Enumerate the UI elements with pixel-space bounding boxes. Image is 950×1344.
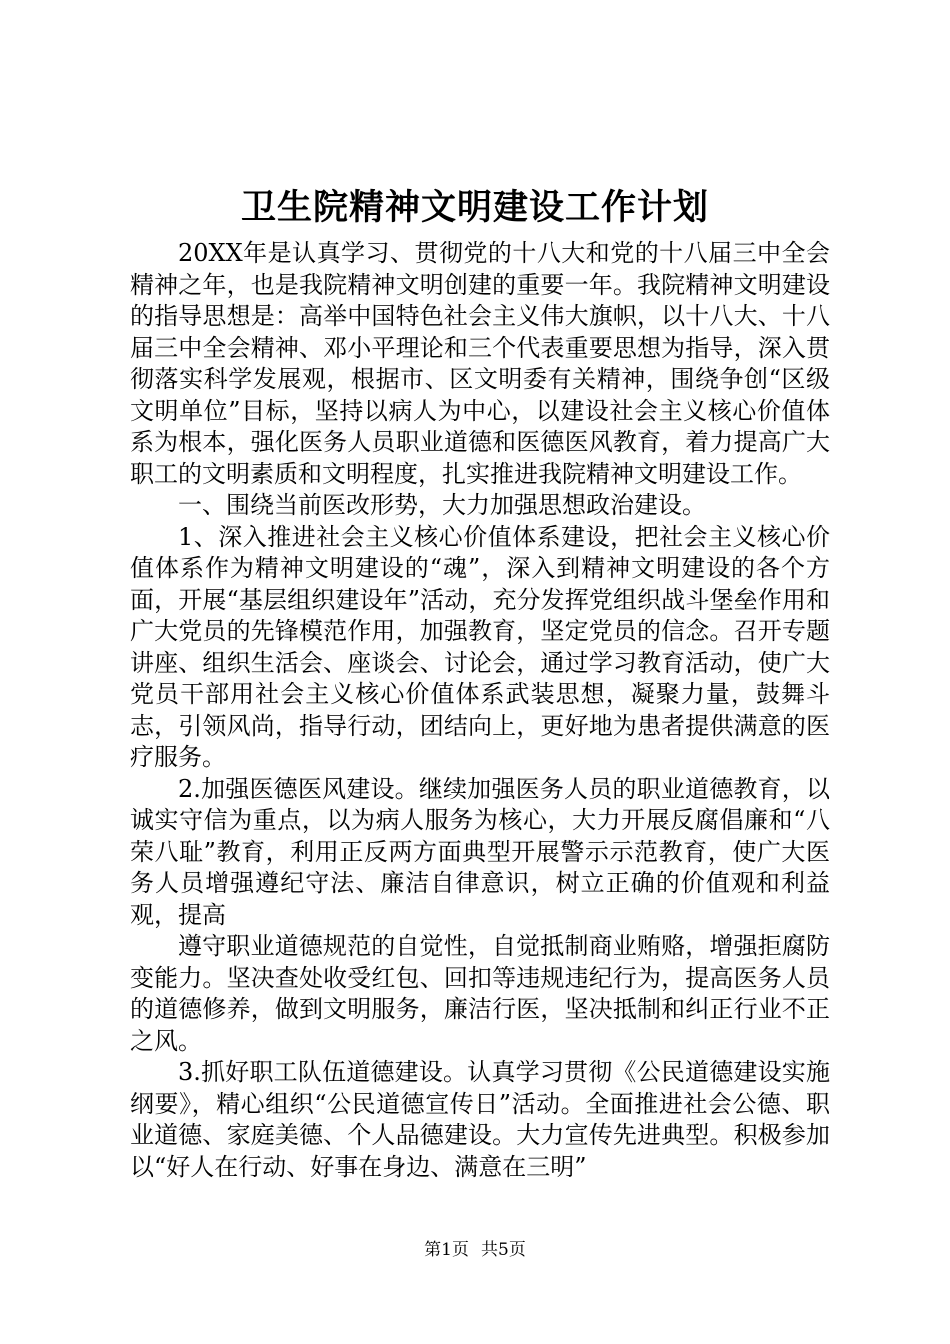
paragraph-item-1: 1、深入推进社会主义核心价值体系建设，把社会主义核心价值体系作为精神文明建设的“魂”，深入到精神文明建设的各个方面，开展“基层组织建设年”活动，充分发挥党组织战斗堡垒作用和广大党员的先锋模范作用，加强教育，坚定党员的信念。召开专题讲座、组织生活会、座谈会、讨论会，通过学习教育活动，使广大党员干部用社会主义核心价值体系武装思想，凝聚力量，鼓舞斗志，引领风尚，指导行动，团结向上，更好地为患者提供满意的医疗服务。 xyxy=(130,522,830,771)
document-body xyxy=(130,238,830,1183)
page-footer xyxy=(0,1238,950,1262)
page-title: 卫生院精神文明建设工作计划 xyxy=(240,187,709,228)
paragraph-item-2-continued: 遵守职业道德规范的自觉性，自觉抵制商业贿赂，增强拒腐防变能力。坚决查处收受红包、回扣等违规违纪行为，提高医务人员的道德修养，做到文明服务，廉洁行医，坚决抵制和纠正行业不正之风。 xyxy=(130,932,830,1055)
paragraph-intro: 20XX年是认真学习、贯彻党的十八大和党的十八届三中全会精神之年，也是我院精神文明创建的重要一年。我院精神文明建设的指导思想是：高举中国特色社会主义伟大旗帜，以十八大、十八届三中全会精神、邓小平理论和三个代表重要思想为指导，深入贯彻落实科学发展观，根据市、区文明委有关精神，围绕争创“区级文明单位”目标，坚持以病人为中心，以建设社会主义核心价值体系为根本，强化医务人员职业道德和医德医风教育，着力提高广大职工的文明素质和文明程度，扎实推进我院精神文明建设工作。 xyxy=(130,239,830,488)
page-number-current: 第1页 xyxy=(424,1240,469,1260)
paragraph-item-3: 3.抓好职工队伍道德建设。认真学习贯彻《公民道德建设实施纲要》，精心组织“公民道德宣传日”活动。全面推进社会公德、职业道德、家庭美德、个人品德建设。大力宣传先进典型。积极参加以“好人在行动、好事在身边、满意在三明” xyxy=(130,1058,830,1181)
paragraph-section-1-heading: 一、围绕当前医改形势，大力加强思想政治建设。 xyxy=(178,491,706,519)
paragraph-item-2: 2.加强医德医风建设。继续加强医务人员的职业道德教育，以诚实守信为重点，以为病人服务为核心，大力开展反腐倡廉和“八荣八耻”教育，利用正反两方面典型开展警示示范教育，使广大医务人员增强遵纪守法、廉洁自律意识，树立正确的价值观和利益观，提高 xyxy=(130,774,830,929)
page-number-total: 共5页 xyxy=(481,1240,526,1260)
